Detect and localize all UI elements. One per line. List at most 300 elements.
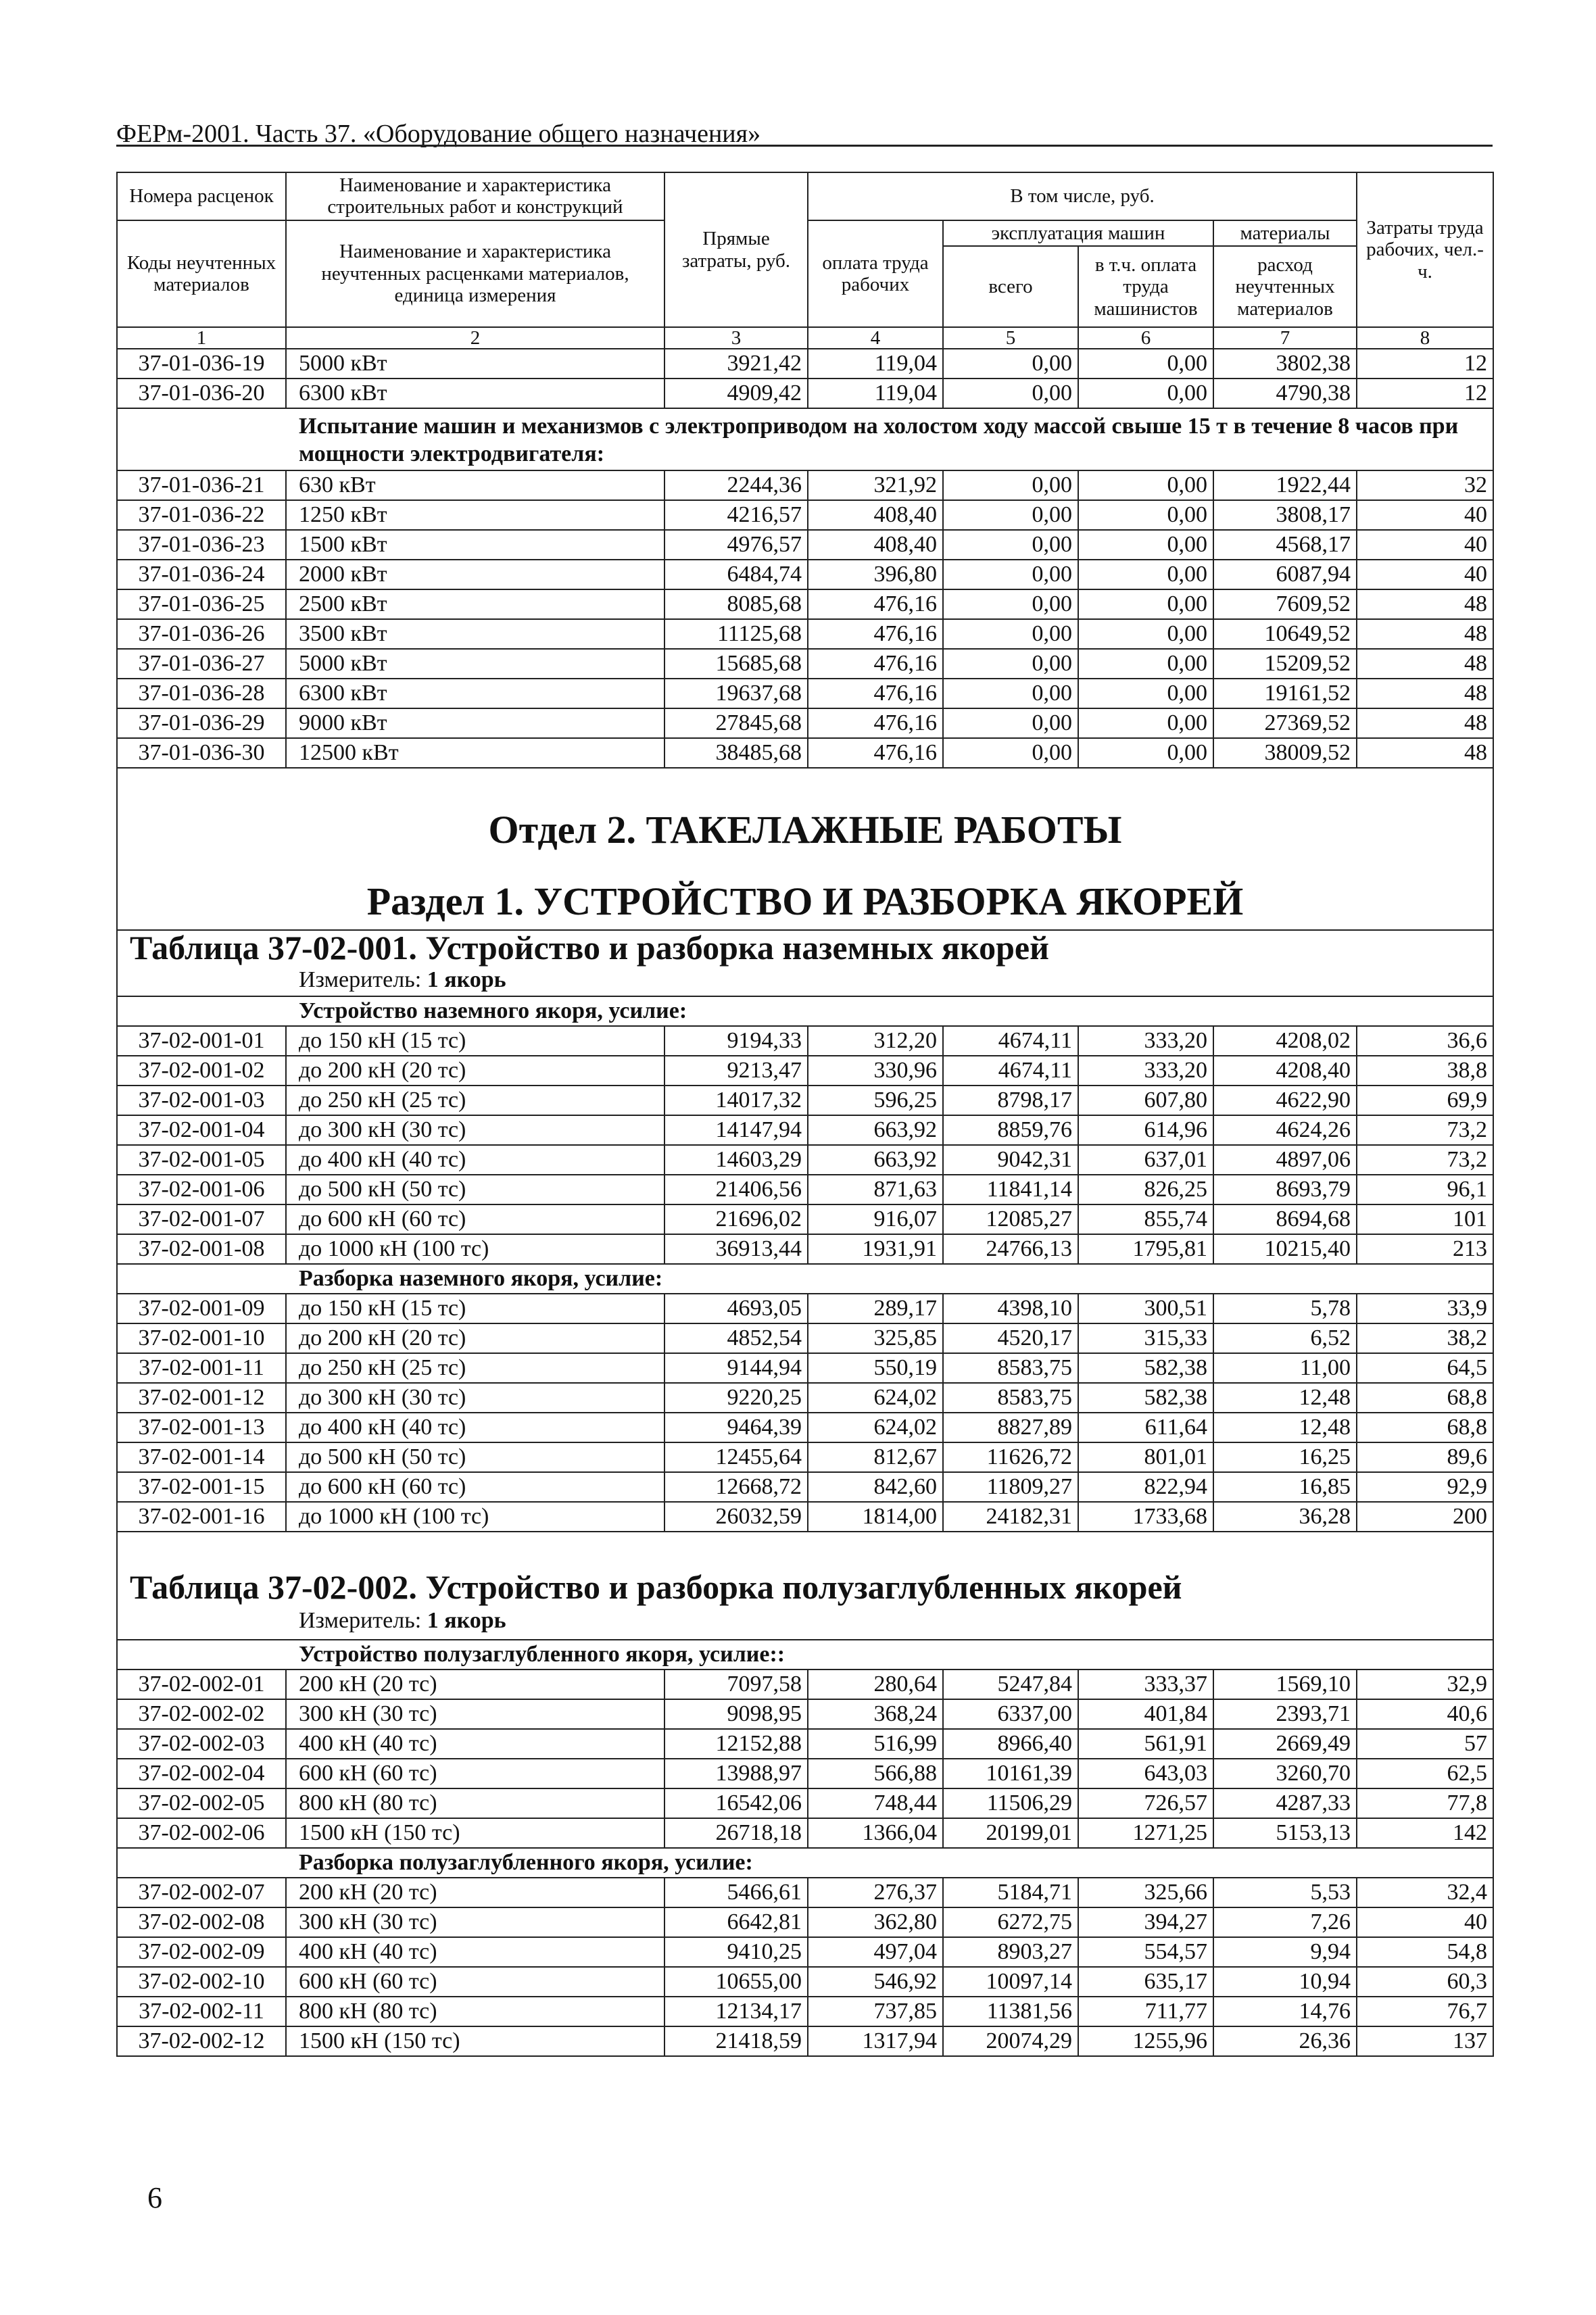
cost-value: 0,00: [1078, 470, 1213, 500]
cost-value: 119,04: [808, 349, 943, 379]
item-name: 400 кН (40 тс): [286, 1729, 664, 1759]
table2-measure: [299, 1609, 506, 1632]
item-name: 200 кН (20 тс): [286, 1670, 664, 1699]
cost-value: 68,8: [1357, 1383, 1493, 1413]
rate-code: 37-02-002-06: [117, 1818, 286, 1848]
rate-code: 37-02-002-05: [117, 1788, 286, 1818]
item-name: до 600 кН (60 тс): [286, 1472, 664, 1502]
table-row: [117, 1086, 1493, 1115]
cost-value: 0,00: [943, 470, 1078, 500]
table-row: [117, 708, 1493, 738]
cost-value: 5153,13: [1213, 1818, 1357, 1848]
cost-value: 9098,95: [664, 1699, 808, 1729]
measure-value: 1 якорь: [427, 1608, 506, 1633]
cost-value: 8966,40: [943, 1729, 1078, 1759]
cost-value: 0,00: [943, 500, 1078, 530]
table-row: [117, 679, 1493, 708]
cost-value: 2244,36: [664, 470, 808, 500]
cost-value: 408,40: [808, 530, 943, 560]
cost-value: 330,96: [808, 1056, 943, 1086]
cost-value: 4568,17: [1213, 530, 1357, 560]
table-row: [117, 379, 1493, 408]
cost-value: 48: [1357, 619, 1493, 649]
cost-value: 3260,70: [1213, 1759, 1357, 1788]
cost-value: 401,84: [1078, 1699, 1213, 1729]
item-name: до 150 кН (15 тс): [286, 1294, 664, 1323]
cost-value: 9042,31: [943, 1145, 1078, 1175]
group-subtitle: [117, 408, 1493, 470]
page-number: 6: [147, 2181, 162, 2214]
item-name: 1250 кВт: [286, 500, 664, 530]
cost-value: 68,8: [1357, 1413, 1493, 1442]
rate-code: 37-02-002-07: [117, 1878, 286, 1907]
rate-code: 37-01-036-25: [117, 589, 286, 619]
rate-code: 37-02-001-07: [117, 1204, 286, 1234]
table-header: [117, 172, 1493, 349]
cost-value: 48: [1357, 708, 1493, 738]
table-row: [117, 1353, 1493, 1383]
table2-heading-block: [117, 1532, 1493, 1640]
rate-code: 37-02-001-09: [117, 1294, 286, 1323]
col8-header: Затраты труда рабочих, чел.-ч.: [1357, 172, 1493, 327]
cost-value: 38,8: [1357, 1056, 1493, 1086]
cost-value: 27845,68: [664, 708, 808, 738]
rate-code: 37-01-036-29: [117, 708, 286, 738]
item-name: до 200 кН (20 тс): [286, 1056, 664, 1086]
cost-value: 0,00: [1078, 530, 1213, 560]
rate-code: 37-01-036-21: [117, 470, 286, 500]
table-row: [117, 470, 1493, 500]
cost-value: 0,00: [1078, 679, 1213, 708]
cost-value: 0,00: [943, 379, 1078, 408]
cost-value: 3921,42: [664, 349, 808, 379]
cost-value: 12152,88: [664, 1729, 808, 1759]
rate-code: 37-02-002-11: [117, 1997, 286, 2026]
cost-value: 362,80: [808, 1907, 943, 1937]
cost-value: 0,00: [1078, 738, 1213, 768]
table2-title: Таблица 37-02-002. Устройство и разборка полузаглубленных якорей: [130, 1568, 1182, 1606]
cost-value: 1922,44: [1213, 470, 1357, 500]
item-name: до 1000 кН (100 тс): [286, 1502, 664, 1532]
rate-code: 37-02-001-06: [117, 1175, 286, 1204]
subheading-text: Устройство полузаглубленного якоря, усилие::: [117, 1640, 1493, 1670]
col2-header-bottom: Наименование и характеристика неучтенных расценками материалов, единица измерения: [286, 220, 664, 327]
subheading: [117, 1640, 1493, 1670]
cost-value: 4693,05: [664, 1294, 808, 1323]
cost-value: 476,16: [808, 679, 943, 708]
cost-value: 4674,11: [943, 1056, 1078, 1086]
cost-value: 4208,02: [1213, 1026, 1357, 1056]
cost-value: 333,20: [1078, 1026, 1213, 1056]
cost-value: 476,16: [808, 649, 943, 679]
measure-label: Измеритель:: [299, 1608, 422, 1633]
rate-code: 37-01-036-20: [117, 379, 286, 408]
cost-value: 1366,04: [808, 1818, 943, 1848]
cost-value: 26,36: [1213, 2026, 1357, 2056]
cost-value: 12455,64: [664, 1442, 808, 1472]
col3-header: Прямые затраты, руб.: [664, 172, 808, 327]
cost-value: 12085,27: [943, 1204, 1078, 1234]
cost-value: 408,40: [808, 500, 943, 530]
cost-value: 36,28: [1213, 1502, 1357, 1532]
item-name: 5000 кВт: [286, 649, 664, 679]
rate-code: 37-02-002-04: [117, 1759, 286, 1788]
cost-value: 321,92: [808, 470, 943, 500]
cost-value: 40,6: [1357, 1699, 1493, 1729]
cost-value: 6642,81: [664, 1907, 808, 1937]
rate-code: 37-01-036-23: [117, 530, 286, 560]
cost-value: 38485,68: [664, 738, 808, 768]
column-number: 7: [1213, 327, 1357, 349]
cost-value: 4520,17: [943, 1323, 1078, 1353]
cost-value: 10215,40: [1213, 1234, 1357, 1264]
cost-value: 5247,84: [943, 1670, 1078, 1699]
cost-value: 748,44: [808, 1788, 943, 1818]
cost-value: 21406,56: [664, 1175, 808, 1204]
cost-value: 11626,72: [943, 1442, 1078, 1472]
cost-value: 476,16: [808, 738, 943, 768]
item-name: 12500 кВт: [286, 738, 664, 768]
item-name: 2000 кВт: [286, 560, 664, 589]
item-name: до 1000 кН (100 тс): [286, 1234, 664, 1264]
cost-value: 476,16: [808, 589, 943, 619]
col5-header: всего: [943, 246, 1078, 327]
cost-value: 1795,81: [1078, 1234, 1213, 1264]
cost-value: 9,94: [1213, 1937, 1357, 1967]
cost-value: 32: [1357, 470, 1493, 500]
cost-value: 0,00: [943, 738, 1078, 768]
rate-code: 37-02-002-02: [117, 1699, 286, 1729]
rate-code: 37-02-001-11: [117, 1353, 286, 1383]
table-row: [117, 1234, 1493, 1264]
rate-code: 37-02-001-02: [117, 1056, 286, 1086]
cost-value: 20199,01: [943, 1818, 1078, 1848]
cost-value: 4216,57: [664, 500, 808, 530]
item-name: 800 кН (80 тс): [286, 1997, 664, 2026]
cost-value: 16,25: [1213, 1442, 1357, 1472]
column-number: 2: [286, 327, 664, 349]
cost-value: 2393,71: [1213, 1699, 1357, 1729]
cost-value: 40: [1357, 560, 1493, 589]
table-row: [117, 1670, 1493, 1699]
cost-value: 24766,13: [943, 1234, 1078, 1264]
cost-value: 663,92: [808, 1115, 943, 1145]
item-name: до 250 кН (25 тс): [286, 1353, 664, 1383]
cost-value: 8583,75: [943, 1383, 1078, 1413]
cost-value: 48: [1357, 589, 1493, 619]
cost-value: 10097,14: [943, 1967, 1078, 1997]
column-number: 5: [943, 327, 1078, 349]
item-name: 1500 кН (150 тс): [286, 1818, 664, 1848]
cost-value: 289,17: [808, 1294, 943, 1323]
cost-value: 812,67: [808, 1442, 943, 1472]
cost-value: 6272,75: [943, 1907, 1078, 1937]
cost-value: 119,04: [808, 379, 943, 408]
cost-value: 4790,38: [1213, 379, 1357, 408]
cost-value: 6087,94: [1213, 560, 1357, 589]
cost-value: 137: [1357, 2026, 1493, 2056]
cost-value: 5,53: [1213, 1878, 1357, 1907]
cost-value: 4976,57: [664, 530, 808, 560]
item-name: 600 кН (60 тс): [286, 1967, 664, 1997]
cost-value: 4897,06: [1213, 1145, 1357, 1175]
cost-value: 62,5: [1357, 1759, 1493, 1788]
cost-value: 1814,00: [808, 1502, 943, 1532]
cost-value: 48: [1357, 738, 1493, 768]
cost-value: 0,00: [1078, 560, 1213, 589]
cost-value: 15209,52: [1213, 649, 1357, 679]
cost-value: 0,00: [943, 560, 1078, 589]
item-name: до 250 кН (25 тс): [286, 1086, 664, 1115]
cost-value: 0,00: [1078, 649, 1213, 679]
cost-value: 0,00: [943, 530, 1078, 560]
rate-code: 37-02-001-10: [117, 1323, 286, 1353]
cost-value: 0,00: [1078, 619, 1213, 649]
rate-code: 37-02-001-08: [117, 1234, 286, 1264]
cost-value: 11506,29: [943, 1788, 1078, 1818]
column-number-row: [117, 327, 1493, 349]
column-number: 6: [1078, 327, 1213, 349]
cost-value: 8859,76: [943, 1115, 1078, 1145]
cost-value: 497,04: [808, 1937, 943, 1967]
item-name: 6300 кВт: [286, 379, 664, 408]
table-row: [117, 649, 1493, 679]
cost-value: 4909,42: [664, 379, 808, 408]
table-row: [117, 738, 1493, 768]
col4-header: оплата труда рабочих: [808, 220, 943, 327]
cost-value: 6337,00: [943, 1699, 1078, 1729]
cost-value: 32,4: [1357, 1878, 1493, 1907]
table-row: [117, 1997, 1493, 2026]
item-name: до 400 кН (40 тс): [286, 1145, 664, 1175]
cost-value: 3808,17: [1213, 500, 1357, 530]
cost-value: 582,38: [1078, 1353, 1213, 1383]
cost-value: 40: [1357, 1907, 1493, 1937]
cost-value: 8693,79: [1213, 1175, 1357, 1204]
item-name: 300 кН (30 тс): [286, 1699, 664, 1729]
item-name: 600 кН (60 тс): [286, 1759, 664, 1788]
cost-value: 3802,38: [1213, 349, 1357, 379]
cost-value: 14,76: [1213, 1997, 1357, 2026]
rate-code: 37-02-001-16: [117, 1502, 286, 1532]
col1-header-top: Номера расценок: [117, 172, 286, 220]
section-title: Раздел 1. УСТРОЙСТВО И РАЗБОРКА ЯКОРЕЙ: [366, 879, 1244, 923]
col1-header-bottom: Коды неучтенных материалов: [117, 220, 286, 327]
cost-value: 9220,25: [664, 1383, 808, 1413]
item-name: до 400 кН (40 тс): [286, 1413, 664, 1442]
rate-code: 37-01-036-22: [117, 500, 286, 530]
cost-value: 826,25: [1078, 1175, 1213, 1204]
cost-value: 101: [1357, 1204, 1493, 1234]
group-subtitle-text: Испытание машин и механизмов с электроприводом на холостом ходу массой свыше 15 т в течение 8 часов при мощности электродвигателя:: [117, 408, 1493, 470]
cost-value: 0,00: [1078, 708, 1213, 738]
cost-value: 0,00: [1078, 500, 1213, 530]
table-row: [117, 1442, 1493, 1472]
cost-value: 96,1: [1357, 1175, 1493, 1204]
rate-code: 37-02-001-01: [117, 1026, 286, 1056]
cost-value: 7097,58: [664, 1670, 808, 1699]
rate-code: 37-02-001-14: [117, 1442, 286, 1472]
item-name: 9000 кВт: [286, 708, 664, 738]
cost-value: 24182,31: [943, 1502, 1078, 1532]
cost-value: 643,03: [1078, 1759, 1213, 1788]
cost-value: 5,78: [1213, 1294, 1357, 1323]
cost-value: 614,96: [1078, 1115, 1213, 1145]
rate-code: 37-02-001-13: [117, 1413, 286, 1442]
table-row: [117, 1818, 1493, 1848]
table-row: [117, 619, 1493, 649]
cost-value: 300,51: [1078, 1294, 1213, 1323]
cost-value: 0,00: [943, 649, 1078, 679]
cost-value: 16,85: [1213, 1472, 1357, 1502]
item-name: до 300 кН (30 тс): [286, 1383, 664, 1413]
table-row: [117, 1729, 1493, 1759]
cost-value: 10,94: [1213, 1967, 1357, 1997]
cost-value: 77,8: [1357, 1788, 1493, 1818]
cost-value: 200: [1357, 1502, 1493, 1532]
cost-value: 0,00: [943, 349, 1078, 379]
cost-value: 7,26: [1213, 1907, 1357, 1937]
cost-value: 1931,91: [808, 1234, 943, 1264]
department-title: Отдел 2. ТАКЕЛАЖНЫЕ РАБОТЫ: [488, 808, 1122, 852]
price-table: [116, 172, 1494, 2057]
cost-value: 635,17: [1078, 1967, 1213, 1997]
table-row: [117, 1907, 1493, 1937]
rate-code: 37-01-036-28: [117, 679, 286, 708]
cost-value: 12668,72: [664, 1472, 808, 1502]
item-name: 1500 кВт: [286, 530, 664, 560]
col6-header: в т.ч. оплата труда машинистов: [1078, 246, 1213, 327]
subheading: [117, 996, 1493, 1026]
cost-value: 4624,26: [1213, 1115, 1357, 1145]
cost-value: 14147,94: [664, 1115, 808, 1145]
cost-value: 596,25: [808, 1086, 943, 1115]
cost-value: 312,20: [808, 1026, 943, 1056]
cost-value: 333,20: [1078, 1056, 1213, 1086]
cost-value: 637,01: [1078, 1145, 1213, 1175]
table-row: [117, 1759, 1493, 1788]
item-name: до 300 кН (30 тс): [286, 1115, 664, 1145]
item-name: 2500 кВт: [286, 589, 664, 619]
column-number: 1: [117, 327, 286, 349]
cost-value: 6484,74: [664, 560, 808, 589]
cost-value: 8798,17: [943, 1086, 1078, 1115]
cost-value: 16542,06: [664, 1788, 808, 1818]
cost-value: 11381,56: [943, 1997, 1078, 2026]
cost-value: 9410,25: [664, 1937, 808, 1967]
item-name: до 500 кН (50 тс): [286, 1442, 664, 1472]
cost-value: 21696,02: [664, 1204, 808, 1234]
cost-value: 822,94: [1078, 1472, 1213, 1502]
table-row: [117, 1175, 1493, 1204]
subheading-text: Разборка наземного якоря, усилие:: [117, 1264, 1493, 1294]
cost-value: 1271,25: [1078, 1818, 1213, 1848]
cost-value: 13988,97: [664, 1759, 808, 1788]
cost-value: 20074,29: [943, 2026, 1078, 2056]
cost-value: 76,7: [1357, 1997, 1493, 2026]
subheading-text: Устройство наземного якоря, усилие:: [117, 996, 1493, 1026]
cost-value: 69,9: [1357, 1086, 1493, 1115]
cost-value: 4852,54: [664, 1323, 808, 1353]
cost-value: 0,00: [943, 619, 1078, 649]
rate-code: 37-01-036-24: [117, 560, 286, 589]
subheading: [117, 1848, 1493, 1878]
cost-value: 8085,68: [664, 589, 808, 619]
cost-value: 14603,29: [664, 1145, 808, 1175]
cost-value: 213: [1357, 1234, 1493, 1264]
cost-value: 57: [1357, 1729, 1493, 1759]
rate-code: 37-02-001-12: [117, 1383, 286, 1413]
cost-value: 582,38: [1078, 1383, 1213, 1413]
cost-value: 11841,14: [943, 1175, 1078, 1204]
included-header: В том числе, руб.: [808, 172, 1357, 220]
cost-value: 48: [1357, 649, 1493, 679]
table-row: [117, 1699, 1493, 1729]
cost-value: 26718,18: [664, 1818, 808, 1848]
cost-value: 11809,27: [943, 1472, 1078, 1502]
cost-value: 476,16: [808, 708, 943, 738]
cost-value: 27369,52: [1213, 708, 1357, 738]
rate-code: 37-02-002-10: [117, 1967, 286, 1997]
table-row: [117, 1383, 1493, 1413]
materials-header: материалы: [1213, 220, 1357, 246]
cost-value: 855,74: [1078, 1204, 1213, 1234]
cost-value: 19637,68: [664, 679, 808, 708]
table-row: [117, 1294, 1493, 1323]
table-row: [117, 1204, 1493, 1234]
cost-value: 554,57: [1078, 1937, 1213, 1967]
table-row: [117, 1026, 1493, 1056]
cost-value: 40: [1357, 500, 1493, 530]
cost-value: 54,8: [1357, 1937, 1493, 1967]
col2-header-top: Наименование и характеристика строительных работ и конструкций: [286, 172, 664, 220]
cost-value: 624,02: [808, 1383, 943, 1413]
table-row: [117, 1413, 1493, 1442]
document-header: ФЕРм-2001. Часть 37. «Оборудование общего назначения»: [116, 120, 761, 148]
cost-value: 9213,47: [664, 1056, 808, 1086]
cost-value: 1317,94: [808, 2026, 943, 2056]
table-row: [117, 1967, 1493, 1997]
cost-value: 40: [1357, 530, 1493, 560]
table-row: [117, 1502, 1493, 1532]
cost-value: 4398,10: [943, 1294, 1078, 1323]
cost-value: 561,91: [1078, 1729, 1213, 1759]
cost-value: 325,66: [1078, 1878, 1213, 1907]
rate-code: 37-02-002-03: [117, 1729, 286, 1759]
cost-value: 14017,32: [664, 1086, 808, 1115]
item-name: до 200 кН (20 тс): [286, 1323, 664, 1353]
rate-code: 37-02-001-03: [117, 1086, 286, 1115]
cost-value: 842,60: [808, 1472, 943, 1502]
rate-code: 37-01-036-26: [117, 619, 286, 649]
cost-value: 0,00: [1078, 349, 1213, 379]
item-name: 3500 кВт: [286, 619, 664, 649]
cost-value: 8903,27: [943, 1937, 1078, 1967]
table-row: [117, 560, 1493, 589]
item-name: 5000 кВт: [286, 349, 664, 379]
item-name: 1500 кН (150 тс): [286, 2026, 664, 2056]
table-row: [117, 1056, 1493, 1086]
cost-value: 663,92: [808, 1145, 943, 1175]
table-row: [117, 1323, 1493, 1353]
cost-value: 624,02: [808, 1413, 943, 1442]
cost-value: 10655,00: [664, 1967, 808, 1997]
cost-value: 607,80: [1078, 1086, 1213, 1115]
cost-value: 325,85: [808, 1323, 943, 1353]
item-name: 400 кН (40 тс): [286, 1937, 664, 1967]
rate-code: 37-02-002-09: [117, 1937, 286, 1967]
cost-value: 333,37: [1078, 1670, 1213, 1699]
